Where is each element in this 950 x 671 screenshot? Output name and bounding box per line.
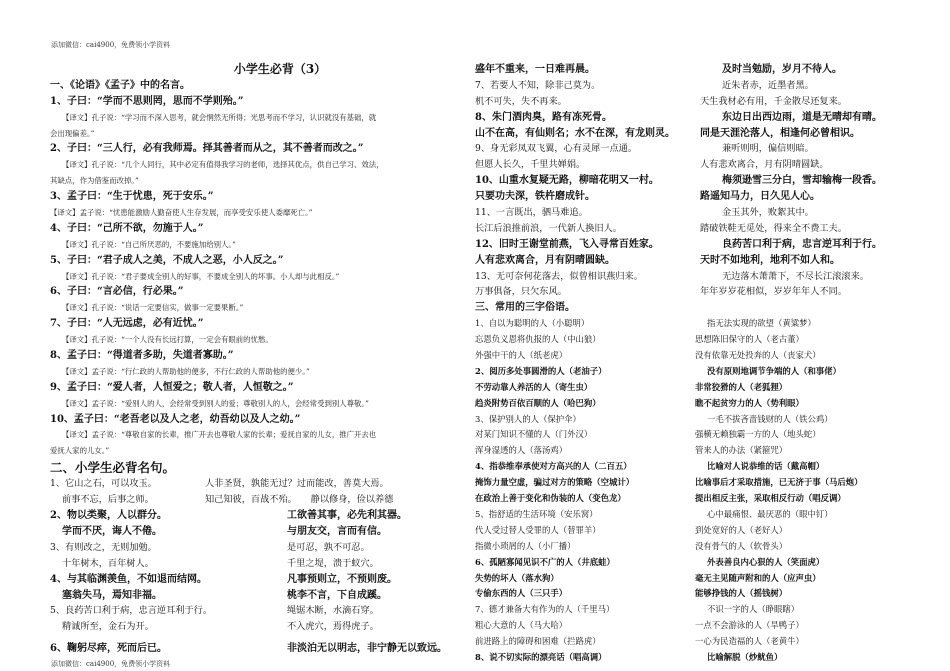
idiom-right: 到处宽好的人（老好人） xyxy=(695,524,788,535)
saying-right: 是可忍，孰不可忍。 xyxy=(287,541,370,553)
idiom-row xyxy=(475,348,905,364)
idiom-row xyxy=(475,586,905,602)
mid-right: 路遥知马力，日久见人心。 xyxy=(700,191,820,203)
translation-2-cont: 其缺点，作为借鉴而改掉。” xyxy=(50,176,139,186)
saying-right: 非淡泊无以明志，非宁静无以致远。 xyxy=(287,643,447,655)
translation-6: 【译文】孔子说：“说话一定要信实，做事一定要果断。” xyxy=(62,303,244,313)
saying-row xyxy=(50,588,470,604)
saying-right: 知己知彼，百战不殆。 静以修身，俭以养德 xyxy=(205,494,394,506)
saying-right: 人非圣贤，孰能无过？过而能改，善莫大焉。 xyxy=(205,478,389,490)
mid-left: 山不在高，有仙则名；水不在深，有龙则灵。 xyxy=(475,127,675,139)
mid-left: 但愿人长久，千里共婵娟。 xyxy=(475,159,586,171)
translation-2: 【译文】孔子说：“几个人同行，其中必定有值得我学习的老师，选择其优点，供自己学习、效法， xyxy=(62,160,384,170)
mid-row xyxy=(475,284,905,300)
idiom-row xyxy=(475,332,905,348)
idiom-right: 毫无主见随声附和的人（应声虫） xyxy=(695,572,821,583)
idiom-left: 指微小琐屑的人（小厂播） xyxy=(475,540,576,551)
idiom-right: 非常狡猾的人（老狐狸） xyxy=(695,381,788,392)
idiom-left: 7、德才兼备大有作为的人（千里马） xyxy=(475,604,615,615)
translation-4: 【译文】孔子说：“自己所厌恶的，不要施加给别人。” xyxy=(62,239,236,249)
saying-left: 5、良药苦口利于病，忠言逆耳利于行。 xyxy=(50,605,213,617)
quote-8: 8、孟子曰：“得道者多助，失道者寡助。” xyxy=(50,350,234,362)
doc-title: 小学生必背（3） xyxy=(233,62,327,76)
mid-row xyxy=(475,189,905,205)
page-header: 添加微信：cai4900，免费领小学资料 xyxy=(51,41,171,49)
mid-left: 10、山重水复疑无路，柳暗花明又一村。 xyxy=(475,175,659,187)
mid-row xyxy=(475,62,905,78)
saying-row xyxy=(50,492,470,508)
idiom-left: 1、自以为聪明的人（小聪明） xyxy=(475,318,590,329)
mid-right: 天时不如地利，地利不如人和。 xyxy=(700,254,840,266)
mid-row xyxy=(475,173,905,189)
translation-3: 【译文】孟子说：“忧患能激励人勤奋使人生存发展，而享受安乐使人委靡死亡。” xyxy=(50,208,313,218)
saying-right: 工欲善其事，必先利其器。 xyxy=(287,510,407,522)
saying-right: 凡事预则立，不预则废。 xyxy=(287,573,397,585)
idiom-left: 趋炎附势百依百顺的人（哈巴狗） xyxy=(475,397,601,408)
section-3-heading: 三、常用的三字俗语。 xyxy=(475,302,575,314)
mid-right: 年年岁岁花相似，岁岁年年人不同。 xyxy=(700,286,847,298)
idiom-left: 失势的坏人（落水狗） xyxy=(475,572,559,583)
mid-row xyxy=(475,269,905,285)
saying-right: 绳锯木断，水滴石穿。 xyxy=(287,605,379,617)
saying-row xyxy=(50,572,470,588)
idiom-left: 粗心大意的人（马大哈） xyxy=(475,620,568,631)
quote-4: 4、子曰：“己所不欲，勿施于人。” xyxy=(50,222,204,234)
idiom-right: 比喻事后才采取措施，已无济于事（马后炮） xyxy=(695,477,863,488)
mid-left: 12、旧时王谢堂前燕，飞入寻常百姓家。 xyxy=(475,238,659,250)
mid-row xyxy=(475,110,905,126)
saying-row xyxy=(50,556,470,572)
quote-1: 1、子曰：“学而不思则罔，思而不学则殆。” xyxy=(50,95,244,107)
quote-9: 9、孟子曰：“爱人者，人恒爱之；敬人者，人恒敬之。” xyxy=(50,381,294,393)
mid-left: 万事俱备，只欠东风。 xyxy=(475,286,567,298)
quote-2: 2、子曰：“三人行，必有我师焉。择其善者而从之，其不善者而改之。” xyxy=(50,143,364,155)
idiom-left: 前进路上的障碍和困难（拦路虎） xyxy=(475,636,601,647)
idiom-left: 3、保护别人的人（保护伞） xyxy=(475,413,581,424)
idiom-right: 比喻解脱（炒鱿鱼） xyxy=(707,651,783,662)
mid-left: 机不可失，失不再来。 xyxy=(475,95,567,107)
saying-left: 学而不厌，诲人不倦。 xyxy=(62,525,162,537)
mid-right: 东边日出西边雨，道是无晴却有晴。 xyxy=(722,111,882,123)
mid-row xyxy=(475,141,905,157)
idiom-left: 2、阅历多处事圆滑的人（老油子） xyxy=(475,365,607,376)
translation-10: 【译文】孟子说：“尊敬自家的长辈，推广开去也尊敬人家的长辈；爱抚自家的儿女，推广开去也 xyxy=(62,430,377,440)
idiom-left: 对某门知识不懂的人（门外汉） xyxy=(475,429,593,440)
idiom-row xyxy=(475,459,905,475)
idiom-row xyxy=(475,396,905,412)
mid-right: 踏破铁鞋无觅处，得来全不费工夫。 xyxy=(700,222,847,234)
translation-1: 【译文】孔子说：“学习而不深入思考，就会惘然无所得；光思考而不学习，认识就没有基础，就 xyxy=(62,112,377,122)
idiom-right: 思想陈旧保守的人（老古董） xyxy=(695,334,804,345)
idiom-row xyxy=(475,443,905,459)
idiom-left: 专偷东西的人（三只手） xyxy=(475,588,568,599)
mid-right: 无边落木萧萧下，不尽长江滚滚来。 xyxy=(722,270,869,282)
translation-8: 【译文】孟子说：“行仁政的人帮助他的便多，不行仁政的人帮助他的便少。” xyxy=(62,366,310,376)
translation-7: 【译文】孔子说：“一个人没有长远打算，一定会有眼前的忧愁。 xyxy=(62,335,273,345)
idiom-right: 管来人的办法（紧箍咒） xyxy=(695,445,788,456)
mid-left: 盛年不重来，一日难再晨。 xyxy=(475,64,595,75)
mid-row xyxy=(475,237,905,253)
idiom-left: 掩饰力量空虚，骗过对方的策略（空城计） xyxy=(475,477,635,488)
idiom-left: 代人受过替人受罪的人（替罪羊） xyxy=(475,524,601,535)
quote-10: 10、孟子曰：“老吾老以及人之老，幼吾幼以及人之幼。” xyxy=(50,413,301,425)
quote-3: 3、孟子曰：“生于忧患，死于安乐。” xyxy=(50,191,214,203)
mid-right: 人有悲欢离合，月有阴晴圆缺。 xyxy=(700,159,829,171)
idiom-right: 一心为民造福的人（老黄牛） xyxy=(695,636,804,647)
idiom-left: 4、指恭维奉承使对方高兴的人（二百五） xyxy=(475,461,632,472)
mid-row xyxy=(475,157,905,173)
idiom-row xyxy=(475,571,905,587)
mid-row xyxy=(475,126,905,142)
idiom-right: 比喻对人说恭维的话（戴高帽） xyxy=(707,461,825,472)
mid-left: 人有悲欢离合，月有阴晴圆缺。 xyxy=(475,254,615,266)
saying-row xyxy=(50,540,470,556)
idiom-left: 外强中干的人（纸老虎） xyxy=(475,350,568,361)
idiom-right: 外表善良内心狠的人（笑面虎） xyxy=(707,556,825,567)
idiom-row xyxy=(475,380,905,396)
page-footer: 添加微信：cai4900，免费领小学资料 xyxy=(51,660,171,668)
idiom-row xyxy=(475,491,905,507)
idiom-row xyxy=(475,475,905,491)
idiom-row xyxy=(475,364,905,380)
right-column xyxy=(475,62,905,666)
saying-left: 2、物以类聚，人以群分。 xyxy=(50,510,167,522)
idiom-row xyxy=(475,507,905,523)
mid-left: 11、一言既出，驷马难追。 xyxy=(475,207,588,219)
idiom-row xyxy=(475,539,905,555)
translation-1-cont: 会出现偏差。” xyxy=(50,128,95,138)
idiom-left: 忘恩负义恩将仇报的人（中山狼） xyxy=(475,334,601,345)
idiom-right: 能够挣钱的人（摇钱树） xyxy=(695,588,788,599)
idiom-right: 一点不会游泳的人（旱鸭子） xyxy=(695,620,804,631)
mid-left: 长江后浪推前浪，一代新人换旧人。 xyxy=(475,222,622,234)
idiom-right: 一毛不拔吝啬钱财的人（铁公鸡） xyxy=(707,413,833,424)
translation-9: 【译文】孟子说：“爱别人的人，会经常受到别人的爱；尊敬别人的人，会经常受到别人尊敬。” xyxy=(62,398,369,408)
saying-row xyxy=(50,508,470,524)
mid-left: 8、朱门酒肉臭，路有冻死骨。 xyxy=(475,111,612,123)
saying-left: 6、鞠躬尽瘁，死而后已。 xyxy=(50,643,167,655)
mid-left: 9、身无彩凤双飞翼，心有灵犀一点通。 xyxy=(475,143,638,155)
saying-row xyxy=(50,603,470,619)
idiom-right: 没有原则地调节争端的人（和事佬） xyxy=(707,365,841,376)
mid-left: 13、无可奈何花落去，似曾相识燕归来。 xyxy=(475,270,643,282)
section-1-heading: 一、《论语》《孟子》中的名言。 xyxy=(50,79,190,91)
mid-row xyxy=(475,205,905,221)
idiom-left: 6、孤陋寡闻见识不广的人（井底蛙） xyxy=(475,556,615,567)
saying-left: 塞翁失马，焉知非福。 xyxy=(62,589,162,601)
translation-10-cont: 爱抚人家的儿女。” xyxy=(50,446,110,456)
mid-row xyxy=(475,78,905,94)
saying-row xyxy=(50,476,470,492)
idiom-right: 提出相反主张，采取相反行动（唱反调） xyxy=(695,493,846,504)
section-2-heading: 二、小学生必背名句。 xyxy=(50,460,176,476)
mid-right: 同是天涯沦落人，相逢何必曾相识。 xyxy=(700,127,860,139)
idiom-right: 指无法实现的欲望（黄粱梦） xyxy=(707,318,816,329)
saying-left: 十年树木，百年树人。 xyxy=(62,557,154,569)
saying-left: 1、它山之石，可以攻玉。 xyxy=(50,478,157,490)
quote-6: 6、子曰：“言必信，行必果。” xyxy=(50,286,184,298)
idiom-left: 在政治上善于变化和伪装的人（变色龙） xyxy=(475,493,626,504)
mid-left: 只要功夫深，铁杵磨成针。 xyxy=(475,191,595,203)
idiom-row xyxy=(475,650,905,666)
idiom-right: 不识一字的人（睁眼瞎） xyxy=(707,604,800,615)
saying-right: 千里之堤，溃于蚁穴。 xyxy=(287,557,379,569)
mid-left: 7、若要人不知，除非己莫为。 xyxy=(475,79,601,91)
idiom-row xyxy=(475,555,905,571)
mid-row xyxy=(475,94,905,110)
mid-right: 梅须逊雪三分白，雪却输梅一段香。 xyxy=(722,175,882,187)
mid-right: 兼听则明，偏信则暗。 xyxy=(722,143,814,155)
saying-right: 与朋友交，言而有信。 xyxy=(287,525,387,537)
saying-row xyxy=(50,619,470,635)
idiom-row xyxy=(475,634,905,650)
idiom-row xyxy=(475,316,905,332)
idiom-right: 心中最痛恨、最厌恶的（眼中钉） xyxy=(707,508,833,519)
saying-left: 前事不忘，后事之师。 xyxy=(62,494,154,506)
saying-row-last xyxy=(50,641,470,657)
idiom-row xyxy=(475,602,905,618)
saying-left: 3、有则改之，无则加勉。 xyxy=(50,541,157,553)
idiom-right: 强横无赖独霸一方的人（地头蛇） xyxy=(695,429,821,440)
mid-right: 及时当勉励，岁月不待人。 xyxy=(722,64,842,75)
mid-right: 良药苦口利于病，忠言逆耳利于行。 xyxy=(722,238,882,250)
idiom-row xyxy=(475,412,905,428)
mid-right: 近朱者赤，近墨者黑。 xyxy=(722,79,814,91)
idiom-right: 瞧不起贫穷力的人（势利眼） xyxy=(695,397,804,408)
idiom-right: 没有骨气的人（软骨头） xyxy=(695,540,788,551)
translation-5: 【译文】孔子说：“君子要成全别人的好事，不要成全别人的坏事。小人却与此相反。” xyxy=(62,271,340,281)
saying-row xyxy=(50,524,470,540)
idiom-left: 5、指舒适的生活环境（安乐窝） xyxy=(475,508,598,519)
mid-right: 天生我材必有用，千金散尽还复来。 xyxy=(700,95,847,107)
idiom-left: 8、说不切实际的漂亮话（唱高调） xyxy=(475,651,607,662)
saying-right: 桃李不言，下自成蹊。 xyxy=(287,589,387,601)
mid-right: 金玉其外，败絮其中。 xyxy=(722,207,814,219)
saying-left: 精诚所至，金石为开。 xyxy=(62,621,154,633)
saying-right: 不入虎穴，焉得虎子。 xyxy=(287,621,379,633)
idiom-left: 不劳动靠人养活的人（寄生虫） xyxy=(475,381,593,392)
mid-row xyxy=(475,253,905,269)
idiom-right: 没有依靠无处投奔的人（丧家犬） xyxy=(695,350,821,361)
quote-5: 5、子曰：“君子成人之美，不成人之恶，小人反之。” xyxy=(50,254,284,266)
quote-7: 7、子曰：“人无远虑，必有近忧。” xyxy=(50,318,204,330)
left-column xyxy=(50,62,470,657)
saying-left: 4、与其临渊羡鱼，不如退而结网。 xyxy=(50,573,207,585)
idiom-row xyxy=(475,523,905,539)
idiom-left: 浑身湿透的人（落汤鸡） xyxy=(475,445,568,456)
idiom-row xyxy=(475,427,905,443)
mid-row xyxy=(475,221,905,237)
idiom-row xyxy=(475,618,905,634)
